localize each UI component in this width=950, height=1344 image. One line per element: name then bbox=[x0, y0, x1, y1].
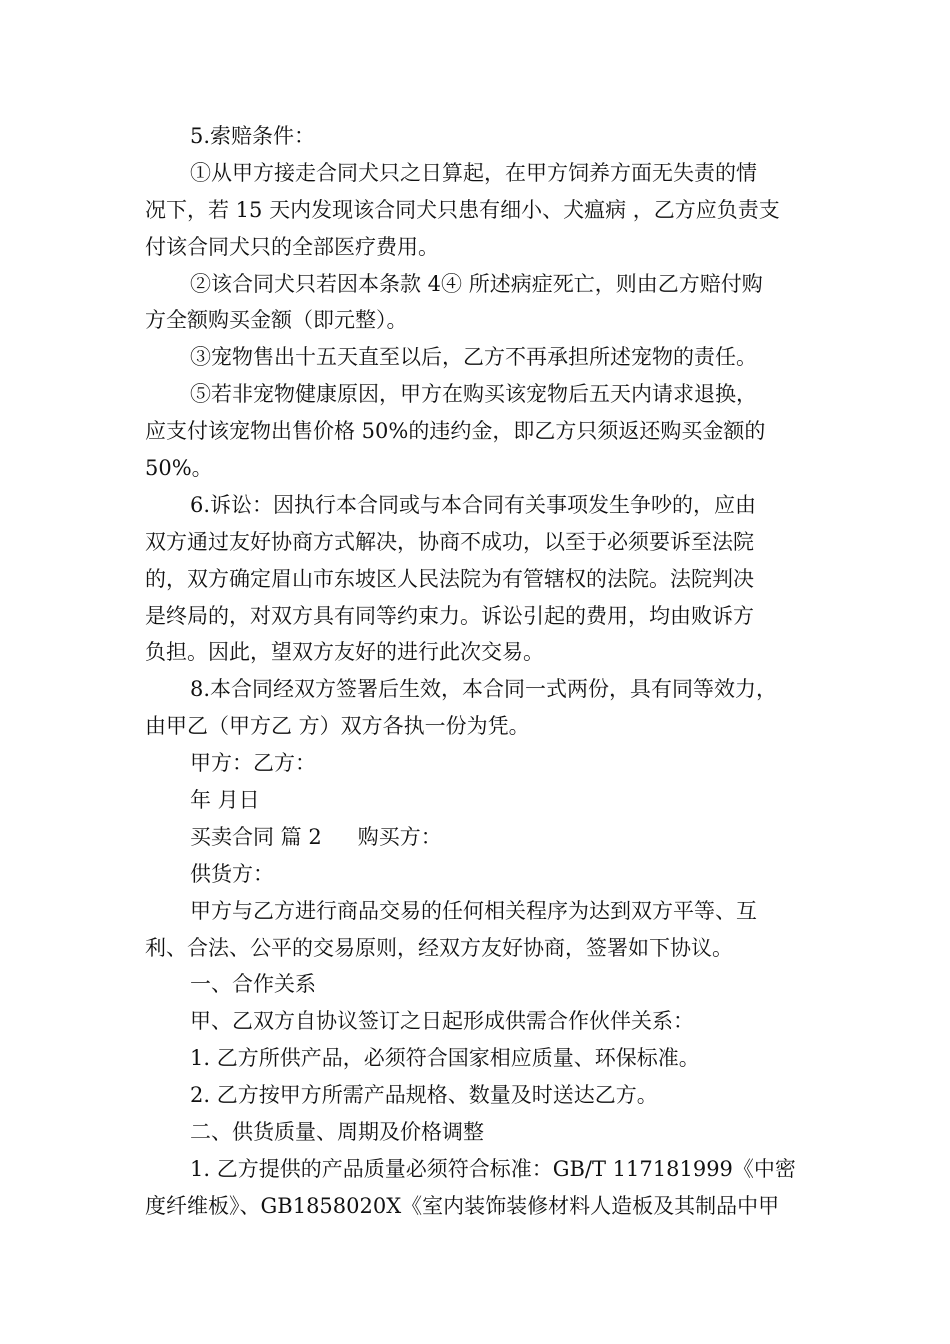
paragraph-line: 甲、乙双方自协议签订之日起形成供需合作伙伴关系： bbox=[190, 1009, 694, 1034]
paragraph-line: 8.本合同经双方签署后生效，本合同一式两份，具有同等效力， bbox=[190, 677, 778, 702]
paragraph-line: 付该合同犬只的全部医疗费用。 bbox=[145, 234, 439, 259]
paragraph-line: 况下，若 15 天内发现该合同犬只患有细小、犬瘟病 ，乙方应负责支 bbox=[145, 197, 780, 222]
section-heading-cooperation: 一、合作关系 bbox=[190, 972, 316, 997]
list-item: 1. 乙方提供的产品质量必须符合标准：GB/T 117181999《中密 bbox=[190, 1156, 796, 1181]
section-heading-claims: 5.索赔条件： bbox=[190, 124, 316, 148]
list-item: 2. 乙方按甲方所需产品规格、数量及时送达乙方。 bbox=[190, 1083, 658, 1108]
paragraph-line: ②该合同犬只若因本条款 4④ 所述病症死亡，则由乙方赔付购 bbox=[190, 271, 763, 296]
contract-title: 买卖合同 篇 2 bbox=[190, 824, 322, 849]
paragraph-line: 度纤维板》、GB1858020X《室内装饰装修材料人造板及其制品中甲 bbox=[145, 1193, 780, 1218]
paragraph-line: 是终局的，对双方具有同等约束力。诉讼引起的费用，均由败诉方 bbox=[145, 603, 754, 628]
list-item: 1. 乙方所供产品，必须符合国家相应质量、环保标准。 bbox=[190, 1046, 700, 1071]
section-heading-quality: 二、供货质量、周期及价格调整 bbox=[190, 1120, 484, 1145]
paragraph-line: 负担。因此，望双方友好的进行此次交易。 bbox=[145, 640, 544, 665]
section-heading-litigation: 6.诉讼：因执行本合同或与本合同有关事项发生争吵的，应由 bbox=[190, 492, 757, 517]
paragraph-line: ③宠物售出十五天直至以后，乙方不再承担所述宠物的责任。 bbox=[190, 345, 757, 370]
buyer-label: 购买方： bbox=[357, 824, 442, 849]
paragraph-line: 方全额购买金额（即元整）。 bbox=[145, 308, 408, 333]
paragraph-line: 的，双方确定眉山市东坡区人民法院为有管辖权的法院。法院判决 bbox=[145, 566, 754, 591]
paragraph-line: 甲方与乙方进行商品交易的任何相关程序为达到双方平等、互 bbox=[190, 898, 757, 923]
paragraph-line: 由甲乙（甲方乙 方）双方各执一份为凭。 bbox=[145, 714, 530, 739]
contract-title-line bbox=[145, 819, 825, 856]
paragraph-line: 双方通过友好协商方式解决，协商不成功，以至于必须要诉至法院 bbox=[145, 529, 754, 554]
document-body bbox=[145, 118, 825, 1225]
signature-parties: 甲方：乙方： bbox=[190, 751, 316, 776]
paragraph-line: 应支付该宠物出售价格 50%的违约金，即乙方只须返还购买金额的 bbox=[145, 419, 766, 444]
paragraph-line: ①从甲方接走合同犬只之日算起，在甲方饲养方面无失责的情 bbox=[190, 160, 757, 185]
signature-date: 年 月日 bbox=[190, 788, 260, 813]
paragraph-line: ⑤若非宠物健康原因，甲方在购买该宠物后五天内请求退换， bbox=[190, 382, 757, 407]
supplier-label: 供货方： bbox=[190, 861, 274, 886]
paragraph-line: 利、合法、公平的交易原则，经双方友好协商，签署如下协议。 bbox=[145, 935, 733, 960]
paragraph-line: 50%。 bbox=[145, 456, 213, 481]
